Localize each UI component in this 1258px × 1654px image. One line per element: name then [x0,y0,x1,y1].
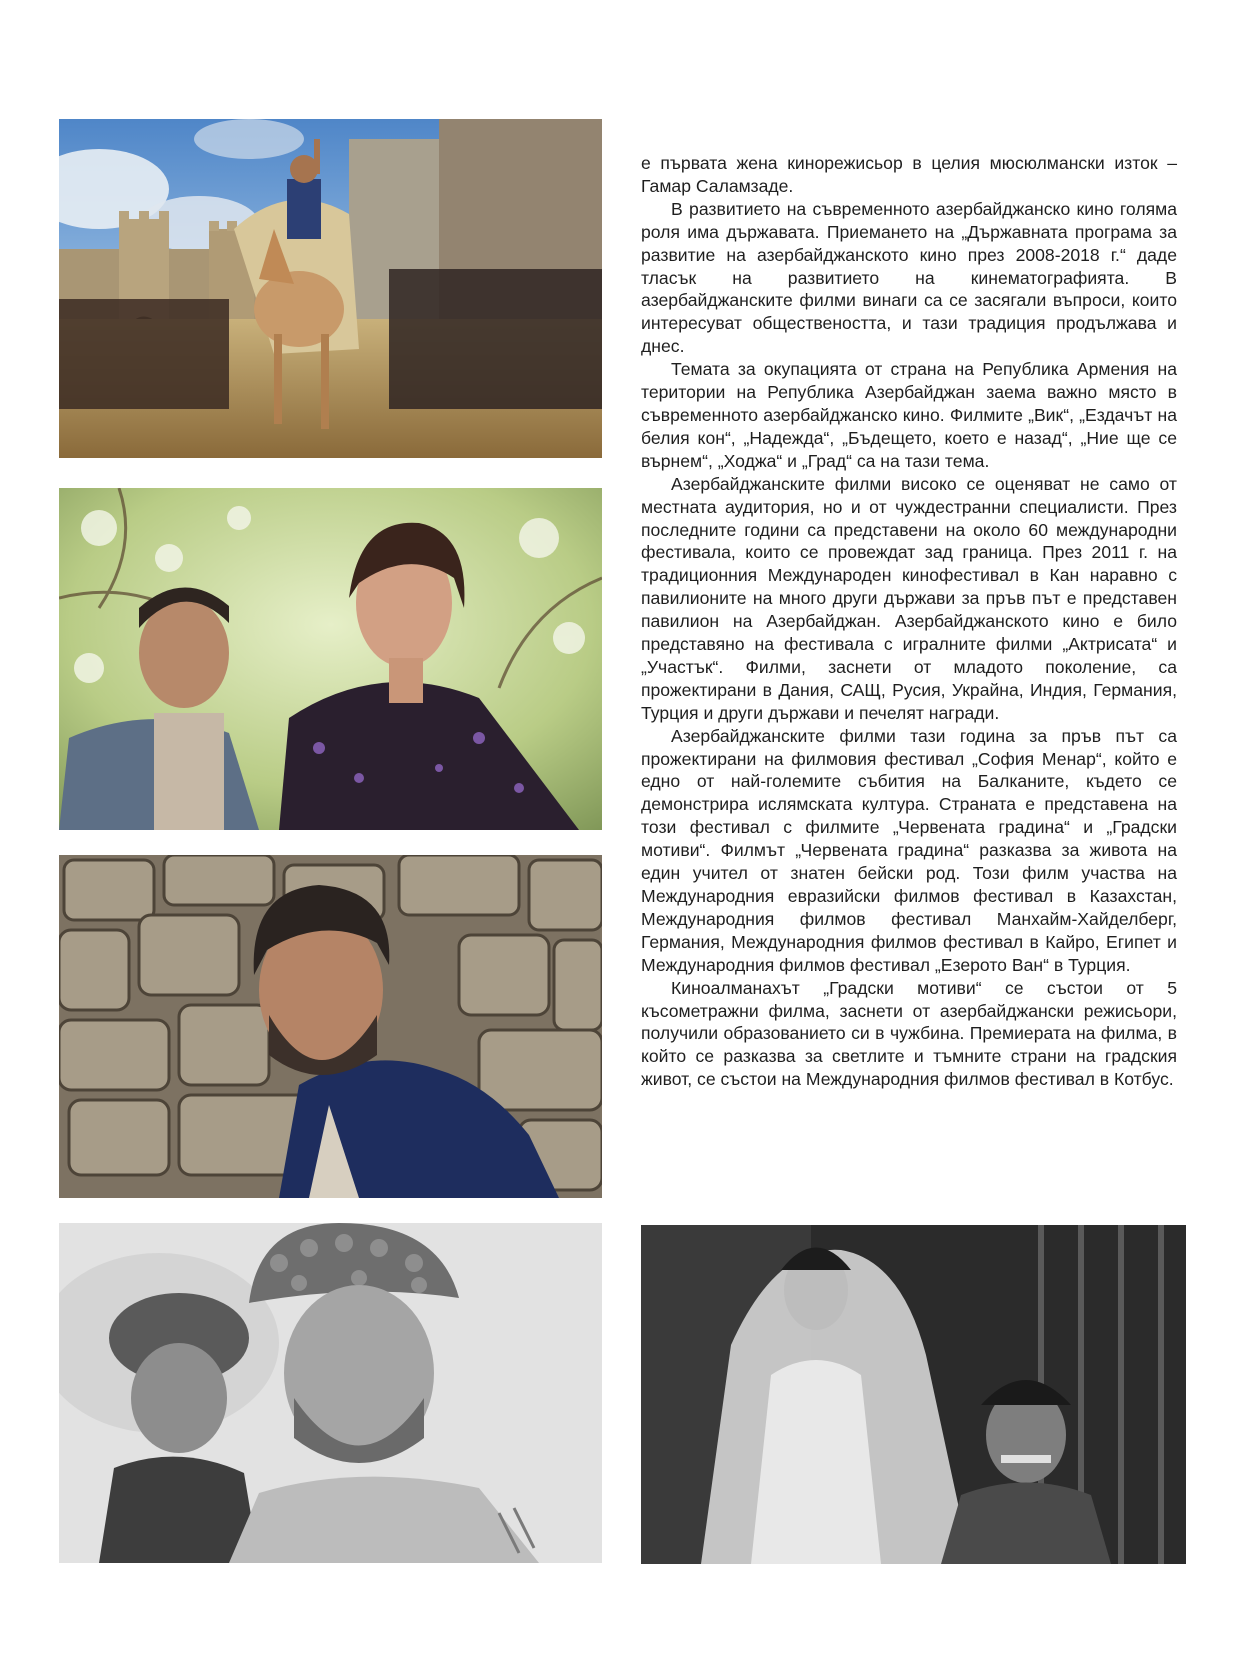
article-paragraph: Киноалманахът „Градски мотиви“ се състои от 5 късометражни филма, заснети от азербайджански режисьори, получили образованието си в чужбина. Премиерата на филма, в който се разказва за светлите и тъмните страни на градския живот, се състои на Международния филмов фестивал в Котбус. [641,977,1177,1090]
article-paragraph: е първата жена кинорежисьор в целия мюсюлмански изток – Гамар Саламзаде. [641,153,1177,196]
article-paragraph: Темата за окупацията от страна на Република Армения на територии на Република Азербайджан заема важно място в съвременното азербайджанско кино. Филмите „Вик“, „Ездачът на белия кон“, „Надежда“, „Бъдещето, което е назад“, „Ние ще се върнем“, „Ходжа“ и „Град“ са на тази тема. [641,359,1177,471]
film-still-classic-bw [641,1225,1186,1564]
film-still-man-stone-wall [59,855,602,1198]
film-still-boy-and-woman [59,488,602,830]
article-paragraph: В развитието на съвременното азербайджанско кино голяма роля има държавата. Приемането на „Държавната програма за развитие на азербайджанското кино през 2008-2018 г.“ даде тласък на развитието на кинематографията. В азербайджанските филми винаги са се засягали въпроси, които интересуват обществеността, и тази традиция продължава и днес. [641,198,1177,357]
film-still-men-in-papakhas-bw [59,1223,602,1563]
article-body [641,152,1177,1091]
article-paragraph: Азербайджанските филми високо се оценяват не само от местната аудитория, но и от чуждестранни специалисти. През последните години са представени на около 60 международни фестивала, които се провеждат зад граница. През 2011 г. на традиционния Международен кинофестивал в Кан наравно с павилионите на много други държави за пръв път е представен павилион на Азербайджан. Азербайджанското кино е било представяно на фестивала с игралните филми „Актрисата“ и „Участък“. Филми, заснети от младото поколение, са прожектирани в Дания, САЩ, Русия, Украйна, Индия, Германия, Турция и други държави и печелят награди. [641,473,1177,723]
film-still-horseman-fortress [59,119,602,458]
article-paragraph: Азербайджанските филми тази година за пръв път са прожектирани на филмовия фестивал „София Менар“, който е едно от най-големите събития на Балканите, където се демонстрира ислямската култура. Страната е представена на този фестивал с филмите „Червената градина“ и „Градски мотиви“. Филмът „Червената градина“ разказва за живота на един учител от знатен бейски род. Този филм участва на Международния евразийски филмов фестивал в Казахстан, Международния филмов фестивал Манхайм-Хайделберг, Германия, Международния филмов фестивал в Кайро, Египет и Международния филмов фестивал „Езерото Ван“ в Турция. [641,725,1177,975]
